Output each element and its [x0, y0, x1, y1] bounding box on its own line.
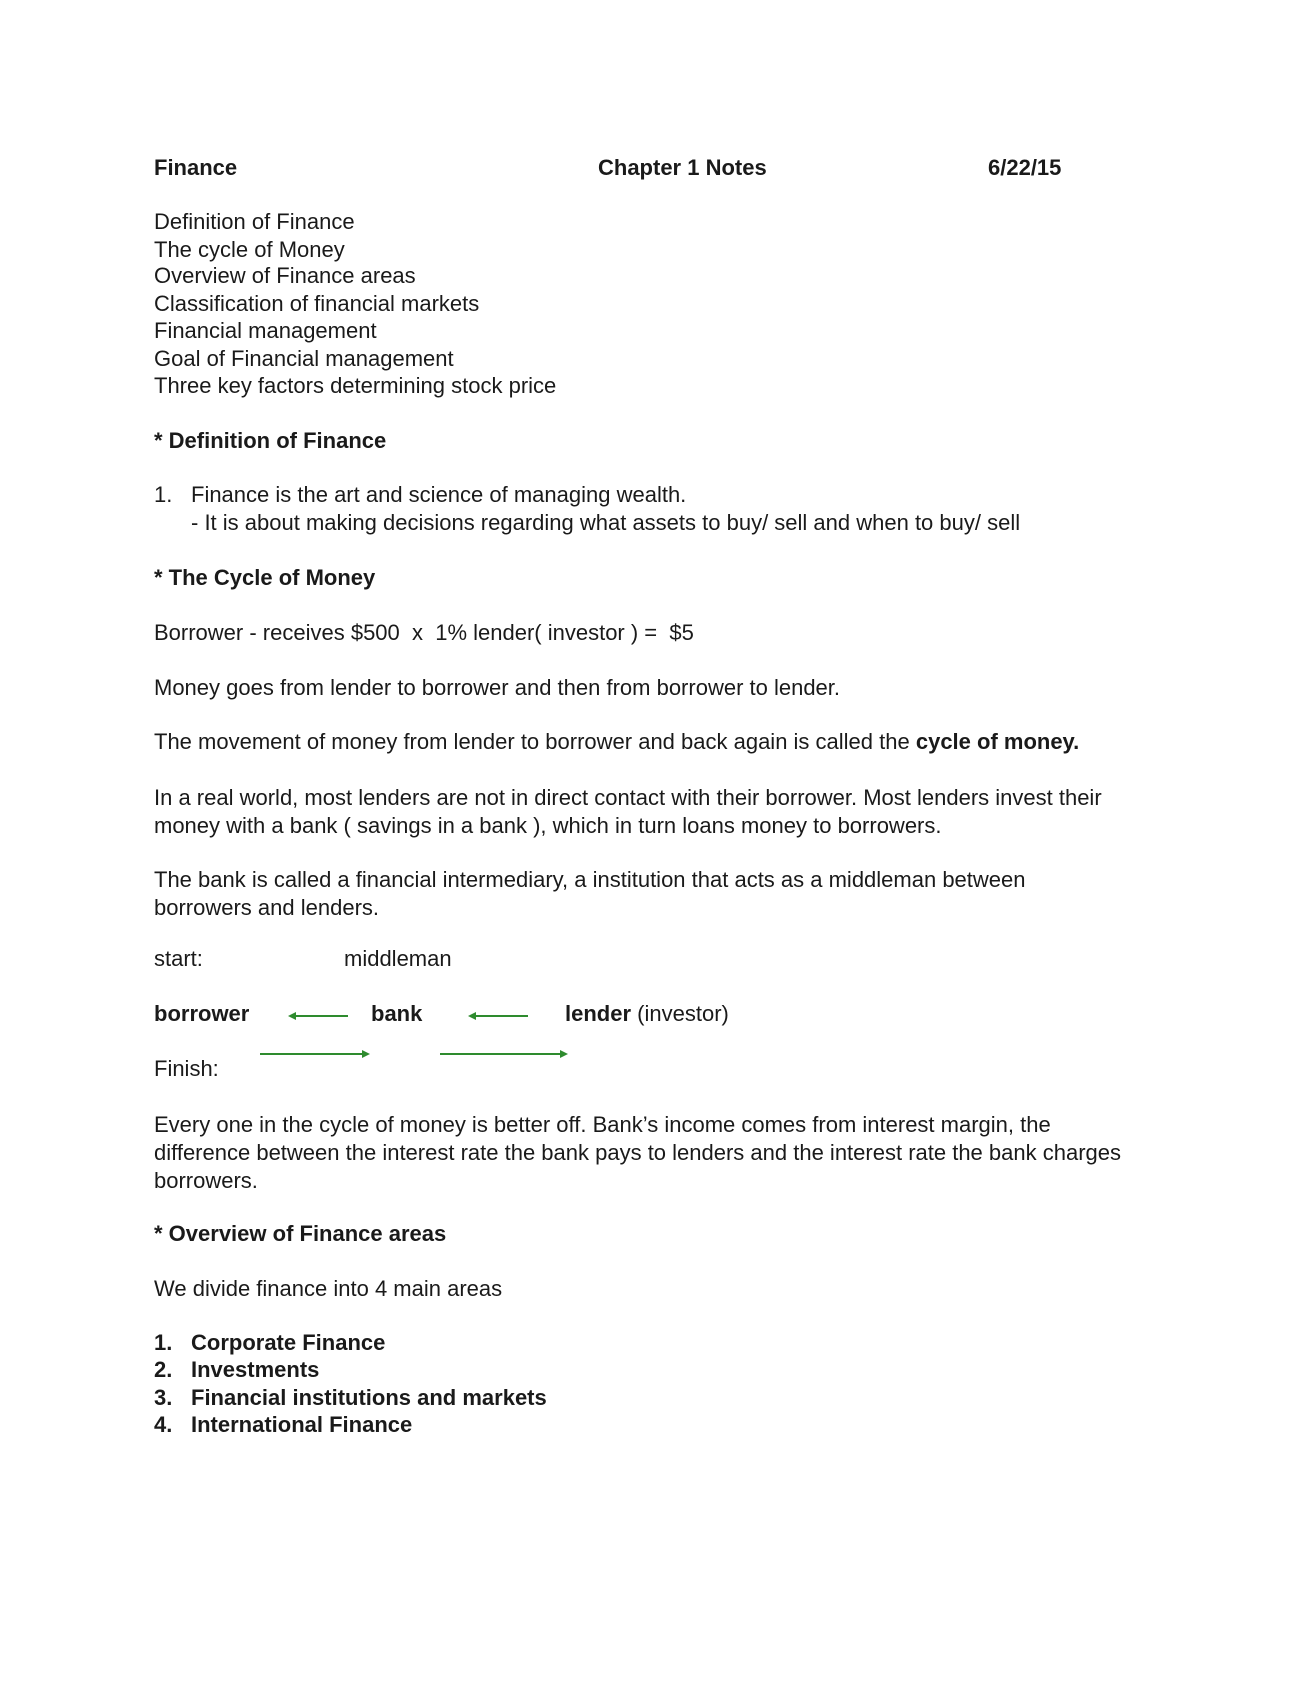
header-date: 6/22/15	[988, 155, 1062, 180]
list-number: 4.	[154, 1412, 173, 1437]
list-item	[154, 1385, 547, 1411]
section-heading-definition: * Definition of Finance	[154, 428, 387, 453]
cycle-paragraph-1: Money goes from lender to borrower and then from borrower to lender.	[154, 675, 841, 700]
list-item	[154, 1330, 385, 1356]
cycle-paragraph-3: In a real world, most lenders are not in direct contact with their borrower. Most lenders invest their money with a bank ( savings in a bank ), which in turn loans money to borrowers.	[154, 785, 1102, 838]
toc-item: Goal of Financial management	[154, 346, 454, 371]
toc-item: Classification of financial markets	[154, 291, 480, 316]
diagram-borrower: borrower	[154, 1001, 250, 1026]
diagram-finish-label: Finish:	[154, 1056, 219, 1081]
header-left: Finance	[154, 155, 238, 180]
area-label: Investments	[191, 1357, 320, 1382]
definition-subtext: - It is about making decisions regarding what assets to buy/ sell and when to buy/ sell	[191, 510, 1021, 535]
diagram-investor: (investor)	[637, 1001, 729, 1026]
header-center: Chapter 1 Notes	[598, 155, 767, 180]
list-number: 1.	[154, 482, 173, 507]
definition-text: Finance is the art and science of managing wealth.	[191, 482, 687, 507]
overview-intro: We divide finance into 4 main areas	[154, 1276, 503, 1301]
cycle-paragraph-5: Every one in the cycle of money is better off. Bank’s income comes from interest margin, the difference between the interest rate the bank pays to lenders and the interest rate the bank charges borrowers.	[154, 1112, 1121, 1193]
diagram-lender-group	[565, 1001, 729, 1027]
arrow-left-icon	[286, 1009, 350, 1023]
area-label: International Finance	[191, 1412, 413, 1437]
section-heading-cycle: * The Cycle of Money	[154, 565, 376, 590]
diagram-bank: bank	[371, 1001, 423, 1026]
diagram-lender: lender	[565, 1001, 632, 1026]
arrow-right-icon	[260, 1047, 372, 1061]
toc-item: Financial management	[154, 318, 377, 343]
toc-item: Overview of Finance areas	[154, 263, 416, 288]
toc-item: The cycle of Money	[154, 237, 345, 262]
cycle-paragraph-4: The bank is called a financial intermediary, a institution that acts as a middleman between borrowers and lenders.	[154, 867, 1026, 920]
diagram-start-label: start:	[154, 946, 203, 971]
list-number: 2.	[154, 1357, 173, 1382]
cycle-of-money-term: cycle of money.	[915, 729, 1080, 754]
cycle-paragraph-2-text: The movement of money from lender to borrower and back again is called the	[154, 729, 916, 754]
toc-item: Definition of Finance	[154, 209, 355, 234]
list-item	[154, 1357, 319, 1383]
list-number: 3.	[154, 1385, 173, 1410]
cycle-example: Borrower - receives $500 x 1% lender( investor ) = $5	[154, 620, 694, 645]
list-number: 1.	[154, 1330, 173, 1355]
diagram-middleman-label: middleman	[344, 946, 452, 971]
arrow-right-icon	[440, 1047, 570, 1061]
list-item	[154, 1412, 412, 1438]
area-label: Financial institutions and markets	[191, 1385, 547, 1410]
toc-item: Three key factors determining stock price	[154, 373, 557, 398]
cycle-paragraph-2	[154, 729, 1079, 755]
area-label: Corporate Finance	[191, 1330, 386, 1355]
section-heading-overview: * Overview of Finance areas	[154, 1221, 447, 1246]
arrow-left-icon	[466, 1009, 530, 1023]
